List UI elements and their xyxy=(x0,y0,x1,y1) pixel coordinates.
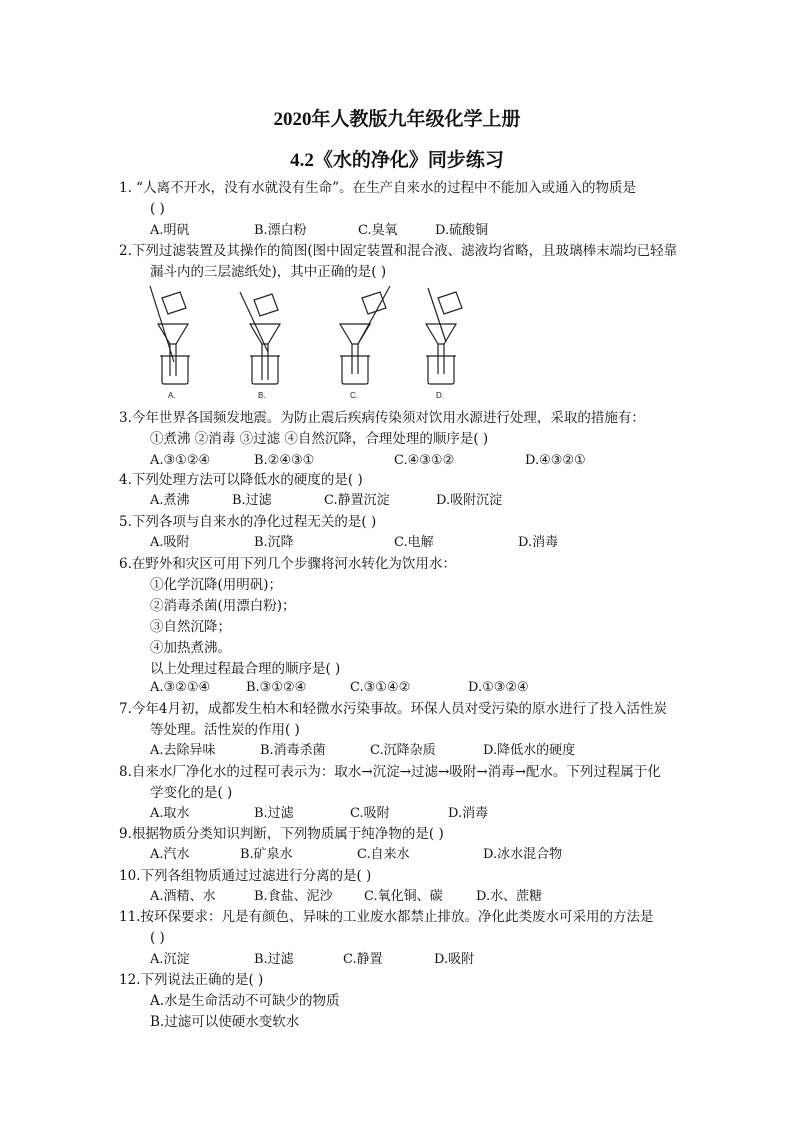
option-b: B.过滤 xyxy=(254,806,294,821)
option-c: C.臭氧 xyxy=(358,223,398,238)
question-8-stem-2: 学变化的是( ) xyxy=(150,785,233,801)
question-2-stem-2: 漏斗内的三层滤纸处)，其中正确的是( ) xyxy=(150,264,387,280)
option-d: D.吸附沉淀 xyxy=(436,493,503,508)
option-c: C.④③①② xyxy=(394,453,455,468)
apparatus-a xyxy=(150,286,190,384)
question-6-ask: 以上处理过程最合理的顺序是( ) xyxy=(150,661,341,677)
apparatus-d xyxy=(426,288,462,384)
option-c: C.沉降杂质 xyxy=(370,743,436,758)
question-3-stem-2: ①煮沸 ②消毒 ③过滤 ④自然沉降，合理处理的顺序是( ) xyxy=(150,431,489,447)
option-c: C.电解 xyxy=(394,535,434,550)
document-title: 2020年人教版九年级化学上册 xyxy=(273,109,521,130)
option-b: B.消毒杀菌 xyxy=(260,743,326,758)
question-7 xyxy=(119,699,709,741)
question-10 xyxy=(119,866,709,887)
option-a: A.③①②④ xyxy=(150,453,211,468)
question-3 xyxy=(119,408,709,450)
option-d: D.消毒 xyxy=(518,535,559,550)
question-11 xyxy=(119,907,709,949)
option-a: A.明矾 xyxy=(150,223,190,238)
question-7-stem-2: 等处理。活性炭的作用( ) xyxy=(150,722,300,738)
option-c: C.静置 xyxy=(343,952,383,967)
question-7-stem: 7.今年4月初，成都发生柏木和轻微水污染事故。环保人员对受污染的原水进行了投入活性炭 xyxy=(119,701,667,717)
question-11-blank: ( ) xyxy=(150,930,165,946)
question-11-stem: 11.按环保要求：凡是有颜色、异味的工业废水都禁止排放。净化此类废水可采用的方法是 xyxy=(119,909,654,925)
question-1-stem: 1. “人离不开水，没有水就没有生命”。在生产自来水的过程中不能加入或通入的物质是 xyxy=(119,180,636,196)
question-9 xyxy=(119,824,709,845)
document-subtitle: 4.2《水的净化》同步练习 xyxy=(290,150,504,171)
question-8-stem: 8.自来水厂净化水的过程可表示为：取水→沉淀→过滤→吸附→消毒→配水。下列过程属于化 xyxy=(119,764,661,780)
question-6-step-3: ③自然沉降； xyxy=(150,619,231,635)
question-12 xyxy=(119,970,709,1033)
question-9-stem: 9.根据物质分类知识判断，下列物质属于纯净物的是( ) xyxy=(119,826,444,842)
option-b: B.过滤 xyxy=(254,952,294,967)
question-6-step-1: ①化学沉降(用明矾)； xyxy=(150,577,283,593)
option-c: C.氧化铜、碳 xyxy=(364,889,443,904)
option-a: A.取水 xyxy=(150,806,190,821)
option-a: A.沉淀 xyxy=(150,952,190,967)
question-6-step-2: ②消毒杀菌(用漂白粉)； xyxy=(150,598,296,614)
option-b: B.漂白粉 xyxy=(254,223,307,238)
option-a: A.酒精、水 xyxy=(150,889,216,904)
option-b: B.食盐、泥沙 xyxy=(254,889,333,904)
question-12-stem: 12.下列说法正确的是( ) xyxy=(119,972,264,988)
apparatus-c xyxy=(340,286,390,384)
option-b: B.过滤 xyxy=(232,493,272,508)
question-1-blank: ( ) xyxy=(150,201,165,217)
option-b: B.③①②④ xyxy=(246,680,307,695)
figure-label-a: A. xyxy=(168,391,176,400)
question-12-option-b: B.过滤可以使硬水变软水 xyxy=(150,1014,300,1030)
question-5-stem: 5.下列各项与自来水的净化过程无关的是( ) xyxy=(119,514,377,530)
option-b: B.矿泉水 xyxy=(240,847,293,862)
option-a: A.去除异味 xyxy=(150,743,216,758)
figure-label-d: D. xyxy=(436,391,444,400)
apparatus-b xyxy=(240,292,280,384)
question-6-step-4: ④加热煮沸。 xyxy=(150,640,231,656)
question-12-option-a: A.水是生命活动不可缺少的物质 xyxy=(150,993,340,1009)
question-6 xyxy=(119,554,709,680)
option-d: D.降低水的硬度 xyxy=(483,743,576,758)
option-a: A.汽水 xyxy=(150,847,190,862)
option-c: C.静置沉淀 xyxy=(324,493,390,508)
option-a: A.③②①④ xyxy=(150,680,211,695)
option-d: D.硫酸铜 xyxy=(435,223,489,238)
question-3-stem: 3.今年世界各国频发地震。为防止震后疾病传染须对饮用水源进行处理，采取的措施有： xyxy=(119,410,645,426)
option-b: B.沉降 xyxy=(254,535,294,550)
option-d: D.消毒 xyxy=(448,806,489,821)
option-d: D.水、蔗糖 xyxy=(476,889,543,904)
question-4 xyxy=(119,470,709,491)
option-b: B.②④③① xyxy=(254,453,315,468)
option-a: A.吸附 xyxy=(150,535,190,550)
figure-label-c: C. xyxy=(350,391,358,400)
option-a: A.煮沸 xyxy=(150,493,190,508)
question-4-stem: 4.下列处理方法可以降低水的硬度的是( ) xyxy=(119,472,363,488)
option-c: C.吸附 xyxy=(350,806,390,821)
question-2 xyxy=(119,241,709,283)
option-d: D.冰水混合物 xyxy=(483,847,563,862)
filtration-diagram xyxy=(140,284,470,404)
filtration-figure xyxy=(140,284,470,404)
question-8 xyxy=(119,762,709,804)
option-c: C.自来水 xyxy=(357,847,410,862)
option-d: D.吸附 xyxy=(434,952,475,967)
figure-label-b: B. xyxy=(258,391,266,400)
option-d: D.①③②④ xyxy=(468,680,529,695)
option-c: C.③①④② xyxy=(350,680,411,695)
question-5 xyxy=(119,512,709,533)
question-1 xyxy=(119,178,709,220)
question-6-stem: 6.在野外和灾区可用下列几个步骤将河水转化为饮用水： xyxy=(119,556,456,572)
option-d: D.④③②① xyxy=(525,453,586,468)
question-10-stem: 10.下列各组物质通过过滤进行分离的是( ) xyxy=(119,868,372,884)
question-2-stem: 2.下列过滤装置及其操作的简图(图中固定装置和混合液、滤液均省略，且玻璃棒末端均已轻靠 xyxy=(119,243,678,259)
